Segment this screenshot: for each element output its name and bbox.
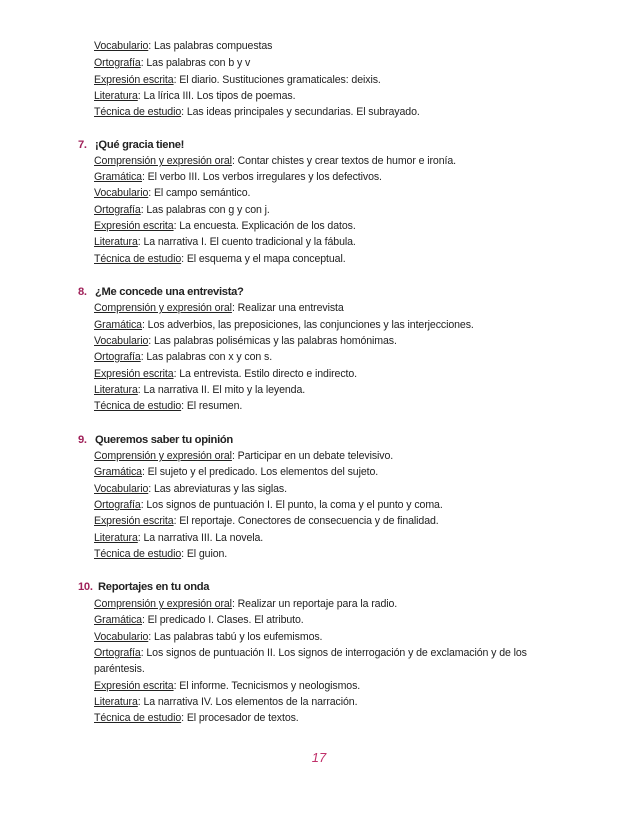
item-label: Literatura — [94, 236, 138, 248]
item-text: Las abreviaturas y las siglas. — [153, 483, 287, 495]
item-label: Gramática — [94, 319, 142, 331]
item-label: Técnica de estudio — [94, 548, 182, 560]
item-text: Realizar una entrevista — [237, 302, 344, 314]
unit-item: Gramática: El verbo III. Los verbos irregulares y los defectivos. — [94, 171, 382, 183]
item-text: Los signos de puntuación I. El punto, la coma y el punto y coma. — [146, 499, 443, 511]
item-text: Las palabras compuestas — [153, 40, 273, 52]
item-text: El campo semántico. — [153, 187, 251, 199]
item-label: Ortografía — [94, 499, 141, 511]
intro-line: Vocabulario: Las palabras compuestas — [94, 40, 273, 52]
item-label: Comprensión y expresión oral — [94, 598, 232, 610]
item-label: Gramática — [94, 171, 142, 183]
intro-line: Técnica de estudio: Las ideas principales y secundarias. El subrayado. — [94, 106, 420, 118]
unit-item: Gramática: Los adverbios, las preposiciones, las conjunciones y las interjecciones. — [94, 319, 474, 331]
item-text: El predicado I. Clases. El atributo. — [147, 614, 304, 626]
item-text: La narrativa I. El cuento tradicional y la fábula. — [143, 236, 356, 248]
item-label: Literatura — [94, 384, 138, 396]
item-text: Realizar un reportaje para la radio. — [237, 598, 398, 610]
unit-item: Literatura: La narrativa I. El cuento tradicional y la fábula. — [94, 236, 356, 248]
item-text: Las palabras tabú y los eufemismos. — [153, 631, 323, 643]
unit-item: Comprensión y expresión oral: Realizar un reportaje para la radio. — [94, 598, 398, 610]
unit-item: Comprensión y expresión oral: Participar en un debate televisivo. — [94, 450, 394, 462]
item-label: Técnica de estudio — [94, 106, 182, 118]
item-text: Las palabras polisémicas y las palabras homónimas. — [153, 335, 397, 347]
item-text-continuation: paréntesis. — [94, 663, 145, 675]
item-label: Comprensión y expresión oral — [94, 450, 232, 462]
item-label: Literatura — [94, 532, 138, 544]
item-label: Literatura — [94, 696, 138, 708]
unit-item: Vocabulario: Las abreviaturas y las siglas. — [94, 483, 287, 495]
item-text: La narrativa IV. Los elementos de la narración. — [143, 696, 358, 708]
item-label: Técnica de estudio — [94, 712, 182, 724]
unit-item: Vocabulario: El campo semántico. — [94, 187, 251, 199]
unit-item: Expresión escrita: La entrevista. Estilo directo e indirecto. — [94, 368, 358, 380]
unit-item: Literatura: La narrativa II. El mito y la leyenda. — [94, 384, 306, 396]
unit-item: Literatura: La narrativa III. La novela. — [94, 532, 264, 544]
item-label: Vocabulario — [94, 631, 149, 643]
item-label: Expresión escrita — [94, 680, 174, 692]
item-text: La encuesta. Explicación de los datos. — [179, 220, 356, 232]
item-label: Vocabulario — [94, 483, 149, 495]
item-text: Las palabras con x y con s. — [146, 351, 273, 363]
item-label: Expresión escrita — [94, 74, 174, 86]
item-label: Gramática — [94, 614, 142, 626]
item-text: Los signos de puntuación II. Los signos de interrogación y de exclamación y de los — [146, 647, 527, 659]
unit-heading — [78, 433, 233, 448]
unit-item: Vocabulario: Las palabras tabú y los eufemismos. — [94, 631, 323, 643]
unit-item: Ortografía: Los signos de puntuación I. El punto, la coma y el punto y coma. — [94, 499, 443, 511]
unit-item: Técnica de estudio: El procesador de textos. — [94, 712, 299, 724]
item-label: Vocabulario — [94, 187, 149, 199]
unit-heading — [78, 138, 184, 153]
item-text: Participar en un debate televisivo. — [237, 450, 394, 462]
unit-item: Expresión escrita: La encuesta. Explicación de los datos. — [94, 220, 356, 232]
unit-item: Técnica de estudio: El resumen. — [94, 400, 243, 412]
item-text: El procesador de textos. — [186, 712, 299, 724]
unit-item: Expresión escrita: El informe. Tecnicismos y neologismos. — [94, 680, 361, 692]
item-text: Contar chistes y crear textos de humor e ironía. — [237, 155, 456, 167]
item-text: El diario. Sustituciones gramaticales: deixis. — [179, 74, 381, 86]
unit-title: ¡Qué gracia tiene! — [95, 139, 185, 151]
item-text: El reportaje. Conectores de consecuencia y de finalidad. — [179, 515, 439, 527]
item-label: Técnica de estudio — [94, 253, 182, 265]
item-text: La lírica III. Los tipos de poemas. — [143, 90, 296, 102]
unit-item: Expresión escrita: El reportaje. Conectores de consecuencia y de finalidad. — [94, 515, 439, 527]
page-number: 17 — [311, 750, 327, 765]
item-text: El esquema y el mapa conceptual. — [186, 253, 346, 265]
item-text: La entrevista. Estilo directo e indirecto. — [179, 368, 358, 380]
unit-item: Comprensión y expresión oral: Contar chistes y crear textos de humor e ironía. — [94, 155, 456, 167]
item-label: Literatura — [94, 90, 138, 102]
unit-item: Ortografía: Las palabras con g y con j. — [94, 204, 270, 216]
item-text: Los adverbios, las preposiciones, las conjunciones y las interjecciones. — [147, 319, 474, 331]
item-label: Expresión escrita — [94, 220, 174, 232]
unit-item: Gramática: El sujeto y el predicado. Los elementos del sujeto. — [94, 466, 379, 478]
item-text: El resumen. — [186, 400, 243, 412]
item-label: Técnica de estudio — [94, 400, 182, 412]
item-label: Expresión escrita — [94, 515, 174, 527]
intro-line: Literatura: La lírica III. Los tipos de poemas. — [94, 90, 296, 102]
item-label: Vocabulario — [94, 40, 149, 52]
unit-item: Técnica de estudio: El guion. — [94, 548, 228, 560]
unit-item: Vocabulario: Las palabras polisémicas y las palabras homónimas. — [94, 335, 397, 347]
unit-heading — [78, 285, 244, 300]
item-text: Las palabras con g y con j. — [146, 204, 270, 216]
item-label: Ortografía — [94, 57, 141, 69]
item-text: El guion. — [186, 548, 228, 560]
item-label: Comprensión y expresión oral — [94, 302, 232, 314]
item-label: Ortografía — [94, 647, 141, 659]
item-text: Las palabras con b y v — [146, 57, 251, 69]
item-label: Gramática — [94, 466, 142, 478]
item-text: La narrativa II. El mito y la leyenda. — [143, 384, 306, 396]
unit-title: ¿Me concede una entrevista? — [95, 286, 244, 298]
unit-item: Técnica de estudio: El esquema y el mapa conceptual. — [94, 253, 346, 265]
item-text: El verbo III. Los verbos irregulares y los defectivos. — [147, 171, 382, 183]
unit-item: Literatura: La narrativa IV. Los elementos de la narración. — [94, 696, 358, 708]
unit-number: 9. — [78, 434, 87, 446]
unit-heading — [78, 580, 209, 595]
unit-item: Comprensión y expresión oral: Realizar una entrevista — [94, 302, 344, 314]
item-label: Vocabulario — [94, 335, 149, 347]
unit-item-continuation — [94, 662, 145, 677]
unit-number: 8. — [78, 286, 87, 298]
intro-line: Ortografía: Las palabras con b y v — [94, 57, 251, 69]
item-label: Comprensión y expresión oral — [94, 155, 232, 167]
item-label: Ortografía — [94, 204, 141, 216]
item-text: El sujeto y el predicado. Los elementos del sujeto. — [147, 466, 379, 478]
intro-line: Expresión escrita: El diario. Sustituciones gramaticales: deixis. — [94, 74, 381, 86]
unit-number: 7. — [78, 139, 87, 151]
unit-item: Ortografía: Los signos de puntuación II. Los signos de interrogación y de exclamación y de los — [94, 647, 527, 659]
unit-item: Gramática: El predicado I. Clases. El atributo. — [94, 614, 304, 626]
item-label: Ortografía — [94, 351, 141, 363]
unit-title: Reportajes en tu onda — [98, 581, 210, 593]
item-label: Expresión escrita — [94, 368, 174, 380]
item-text: Las ideas principales y secundarias. El subrayado. — [186, 106, 420, 118]
item-text: La narrativa III. La novela. — [143, 532, 264, 544]
item-text: El informe. Tecnicismos y neologismos. — [179, 680, 361, 692]
unit-title: Queremos saber tu opinión — [95, 434, 233, 446]
unit-item: Ortografía: Las palabras con x y con s. — [94, 351, 273, 363]
unit-number: 10. — [78, 581, 93, 593]
